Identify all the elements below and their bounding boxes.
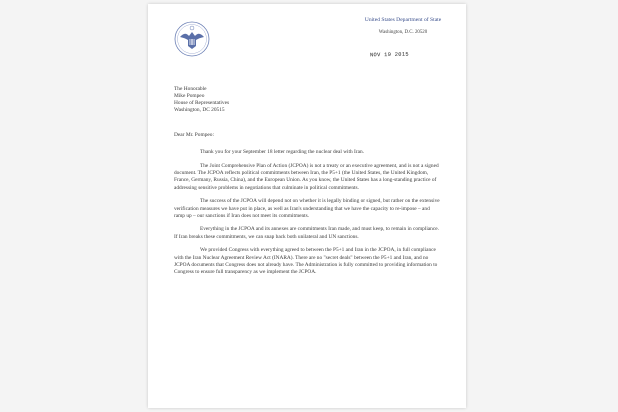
letter-page bbox=[148, 4, 466, 408]
recipient-chamber: House of Representatives bbox=[174, 100, 230, 107]
letter-body bbox=[174, 149, 442, 283]
recipient-name: Mike Pompeo bbox=[174, 93, 205, 100]
recipient-city: Washington, DC 20515 bbox=[174, 107, 225, 114]
body-paragraph: The success of the JCPOA will depend not on whether it is legally binding or signed, but rather on the extensive verification measures we have put in place, as well as Iran's understanding that we have the capacity to re-impose – and ramp up – our sanctions if Iran does not meet its commitments. bbox=[174, 198, 440, 219]
body-paragraph: Thank you for your September 18 letter regarding the nuclear deal with Iran. bbox=[200, 149, 364, 155]
recipient-title: The Honorable bbox=[174, 86, 207, 92]
department-name: United States Department of State bbox=[364, 17, 442, 23]
body-paragraph: We provided Congress with everything agreed to between the P5+1 and Iran in the JCPOA, in full compliance with the Iran Nuclear Agreement Review Act (INARA). There are no "secret deals" between the P5+1 and Iran, and no JCPOA documents that Congress does not already have. The Administration is fully committed to providing information to Congress to ensure full transparency as we implement the JCPOA. bbox=[174, 247, 438, 276]
letterhead bbox=[348, 17, 458, 36]
body-paragraph: The Joint Comprehensive Plan of Action (JCPOA) is not a treaty or an executive agreement, and is not a signed document. The JCPOA reflects political commitments between Iran, the P5+1 (the United States, the United Kingdom, France, Germany, Russia, China), and the European Union. As you know, the United States has a long-standing practice of addressing sensitive problems in negotiations that culminate in political commitments. bbox=[174, 162, 439, 191]
letterhead-city: Washington, D.C. 20520 bbox=[378, 29, 428, 35]
state-department-seal-icon bbox=[174, 20, 210, 58]
body-paragraph: Everything in the JCPOA and its annexes are commitments Iran made, and must keep, to remain in compliance. If Iran breaks these commitments, we can snap back both unilateral and UN sanctions. bbox=[174, 226, 439, 240]
salutation: Dear Mr. Pompeo: bbox=[174, 132, 214, 138]
date-stamp: NOV 19 2015 bbox=[369, 51, 409, 59]
recipient-address bbox=[174, 86, 229, 115]
